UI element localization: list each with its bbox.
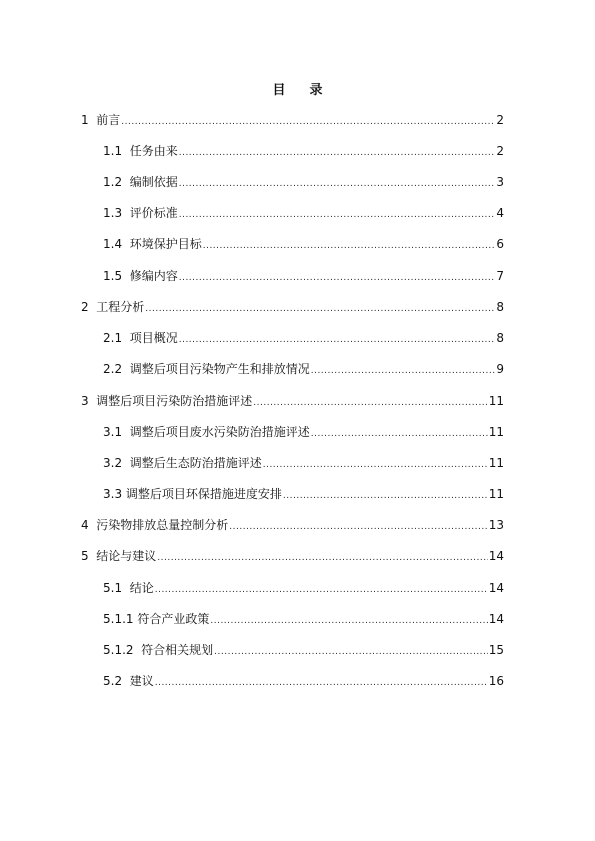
toc-entry-1[interactable] [81, 112, 504, 128]
toc-entry-page: 3 [496, 175, 504, 189]
dot-leader [179, 176, 496, 192]
toc-entry-page: 7 [496, 269, 504, 283]
toc-entry-1-4[interactable] [103, 236, 504, 252]
toc-entry-page: 14 [488, 581, 504, 595]
dot-leader [179, 207, 496, 223]
toc-entry-1-1[interactable] [103, 143, 504, 159]
toc-entry-text: 2 工程分析 [81, 300, 145, 314]
toc-entry-5[interactable] [81, 548, 504, 564]
toc-entry-1-2[interactable] [103, 174, 504, 190]
dot-leader [210, 613, 487, 629]
toc-entry-page: 9 [496, 362, 504, 376]
toc-entry-5-2[interactable] [103, 673, 504, 689]
dot-leader [253, 395, 487, 411]
toc-entry-text: 2.2 调整后项目污染物产生和排放情况 [103, 362, 310, 376]
dot-leader [179, 270, 496, 286]
dot-leader [155, 675, 488, 691]
toc-entry-3-2[interactable] [103, 455, 504, 471]
toc-entry-text: 3.3 调整后项目环保措施进度安排 [103, 487, 282, 501]
toc-entry-text: 5.1 结论 [103, 581, 154, 595]
toc-entry-text: 1.4 环境保护目标 [103, 237, 202, 251]
toc-entry-1-3[interactable] [103, 205, 504, 221]
dot-leader [203, 238, 496, 254]
toc-entry-2[interactable] [81, 299, 504, 315]
dot-leader [145, 301, 495, 317]
toc-entry-page: 2 [496, 113, 504, 127]
dot-leader [157, 550, 487, 566]
toc-entry-text: 2.1 项目概况 [103, 331, 178, 345]
toc-entry-text: 1.2 编制依据 [103, 175, 178, 189]
toc-entry-text: 5 结论与建议 [81, 549, 157, 563]
toc-entry-text: 4 污染物排放总量控制分析 [81, 518, 229, 532]
toc-entry-page: 14 [488, 612, 504, 626]
dot-leader [311, 363, 496, 379]
toc-entry-5-1[interactable] [103, 580, 504, 596]
dot-leader [229, 519, 487, 535]
toc-entry-page: 4 [496, 206, 504, 220]
toc-entry-page: 13 [488, 518, 504, 532]
toc-entry-4[interactable] [81, 517, 504, 533]
toc-entry-page: 2 [496, 144, 504, 158]
toc-entry-page: 6 [496, 237, 504, 251]
dot-leader [121, 114, 495, 130]
toc-entry-text: 3 调整后项目污染防治措施评述 [81, 394, 253, 408]
toc-entry-text: 1.1 任务由来 [103, 144, 178, 158]
toc-entry-page: 11 [488, 456, 504, 470]
toc-entry-page: 16 [488, 674, 504, 688]
toc-entry-text: 3.2 调整后生态防治措施评述 [103, 456, 262, 470]
toc-entry-5-1-1[interactable] [103, 611, 504, 627]
toc-entry-5-1-2[interactable] [103, 642, 504, 658]
toc-entry-text: 5.1.2 符合相关规划 [103, 643, 214, 657]
toc-entry-1-5[interactable] [103, 268, 504, 284]
toc-entry-text: 1 前言 [81, 113, 121, 127]
toc-entry-page: 8 [496, 300, 504, 314]
toc-entry-2-2[interactable] [103, 361, 504, 377]
toc-entry-page: 8 [496, 331, 504, 345]
toc-entry-page: 11 [488, 487, 504, 501]
dot-leader [263, 457, 488, 473]
toc-entry-text: 3.1 调整后项目废水污染防治措施评述 [103, 425, 310, 439]
toc-entry-3-3[interactable] [103, 486, 504, 502]
dot-leader [179, 332, 496, 348]
toc-title: 目录 [272, 83, 347, 98]
toc-entry-page: 11 [488, 394, 504, 408]
toc-entry-page: 11 [488, 425, 504, 439]
dot-leader [283, 488, 488, 504]
toc-entry-page: 15 [488, 643, 504, 657]
toc-entry-page: 14 [488, 549, 504, 563]
toc-entry-text: 5.1.1 符合产业政策 [103, 612, 210, 626]
toc-entry-text: 1.3 评价标准 [103, 206, 178, 220]
dot-leader [155, 582, 488, 598]
toc-entry-2-1[interactable] [103, 330, 504, 346]
dot-leader [311, 426, 488, 442]
toc-entry-3[interactable] [81, 393, 504, 409]
dot-leader [214, 644, 488, 660]
toc-entry-text: 5.2 建议 [103, 674, 154, 688]
dot-leader [179, 145, 496, 161]
toc-entry-3-1[interactable] [103, 424, 504, 440]
toc-entry-text: 1.5 修编内容 [103, 269, 178, 283]
